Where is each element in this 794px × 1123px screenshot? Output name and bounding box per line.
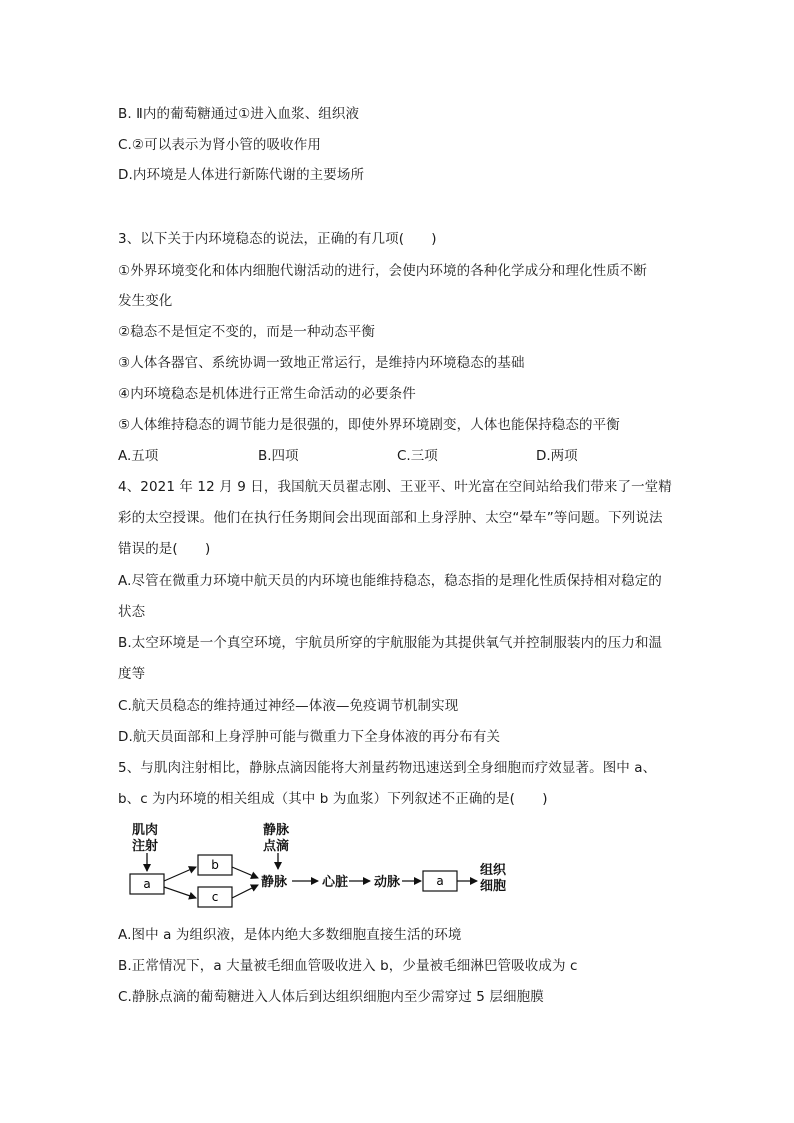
q4-option-c: C.航天员稳态的维持通过神经—体液—免疫调节机制实现	[118, 698, 459, 714]
q3-statement-1-cont: 发生变化	[118, 293, 173, 309]
q3-statement-4: ④内环境稳态是机体进行正常生命活动的必要条件	[118, 386, 416, 402]
q4-option-b: B.太空环境是一个真空环境，宇航员所穿的宇航服能为其提供氧气并控制服装内的压力和温	[118, 635, 663, 651]
q3-option-d: D.两项	[536, 448, 578, 464]
q4-stem-line-1: 4、2021 年 12 月 9 日，我国航天员翟志刚、王亚平、叶光富在空间站给我们带来了一堂精	[118, 479, 672, 495]
box-c-label: c	[211, 890, 219, 904]
q3-statement-1: ①外界环境变化和体内细胞代谢活动的进行，会使内环境的各种化学成分和理化性质不断	[118, 263, 648, 279]
q2-option-d: D.内环境是人体进行新陈代谢的主要场所	[118, 167, 365, 183]
arrow-c-to-vein	[232, 885, 258, 898]
q4-stem-line-2: 彩的太空授课。他们在执行任务期间会出现面部和上身浮肿、太空“晕车”等问题。下列说法	[118, 510, 663, 526]
q3-option-b: B.四项	[258, 448, 299, 464]
im-label-line-1: 肌肉	[132, 823, 159, 838]
q4-stem-line-3: 错误的是( )	[118, 541, 211, 557]
q3-stem: 3、以下关于内环境稳态的说法，正确的有几项( )	[118, 231, 437, 247]
q5-option-b: B.正常情况下，a 大量被毛细血管吸收进入 b，少量被毛细淋巴管吸收成为 c	[118, 958, 578, 974]
q3-statement-5: ⑤人体维持稳态的调节能力是很强的，即使外界环境剧变，人体也能保持稳态的平衡	[118, 417, 620, 433]
q4-option-a: A.尽管在微重力环境中航天员的内环境也能维持稳态，稳态指的是理化性质保持相对稳定的	[118, 573, 662, 589]
box-a2-label: a	[436, 874, 444, 888]
q2-option-b: B. Ⅱ内的葡萄糖通过①进入血浆、组织液	[118, 106, 360, 122]
arrow-a-to-c	[164, 887, 196, 898]
q3-statement-3: ③人体各器官、系统协调一致地正常运行，是维持内环境稳态的基础	[118, 355, 525, 371]
vein-label: 静脉	[261, 875, 288, 890]
arrow-a-to-b	[164, 867, 196, 881]
q5-diagram	[118, 818, 538, 918]
arrow-b-to-vein	[232, 867, 258, 878]
q5-option-c: C.静脉点滴的葡萄糖进入人体后到达组织细胞内至少需穿过 5 层细胞膜	[118, 989, 544, 1005]
q5-stem-line-2: b、c 为内环境的相关组成（其中 b 为血浆）下列叙述不正确的是( )	[118, 791, 548, 807]
box-a-label: a	[143, 877, 151, 891]
q5-stem-line-1: 5、与肌肉注射相比，静脉点滴因能将大剂量药物迅速送到全身细胞而疗效显著。图中 a、	[118, 760, 657, 776]
heart-label: 心脏	[322, 875, 349, 890]
iv-label-line-2: 点滴	[263, 839, 290, 854]
q4-option-b-cont: 度等	[118, 666, 146, 682]
q3-option-c: C.三项	[397, 448, 438, 464]
cell-label-line-1: 组织	[480, 863, 507, 878]
q5-option-a: A.图中 a 为组织液，是体内绝大多数细胞直接生活的环境	[118, 927, 462, 943]
q3-option-a: A.五项	[118, 448, 159, 464]
q3-statement-2: ②稳态不是恒定不变的，而是一种动态平衡	[118, 324, 376, 340]
q4-option-a-cont: 状态	[118, 604, 146, 620]
artery-label: 动脉	[374, 875, 401, 890]
im-label-line-2: 注射	[132, 839, 159, 854]
box-b-label: b	[211, 858, 219, 872]
iv-label-line-1: 静脉	[263, 823, 290, 838]
cell-label-line-2: 细胞	[480, 879, 507, 894]
q2-option-c: C.②可以表示为肾小管的吸收作用	[118, 137, 321, 153]
q4-option-d: D.航天员面部和上身浮肿可能与微重力下全身体液的再分布有关	[118, 729, 501, 745]
